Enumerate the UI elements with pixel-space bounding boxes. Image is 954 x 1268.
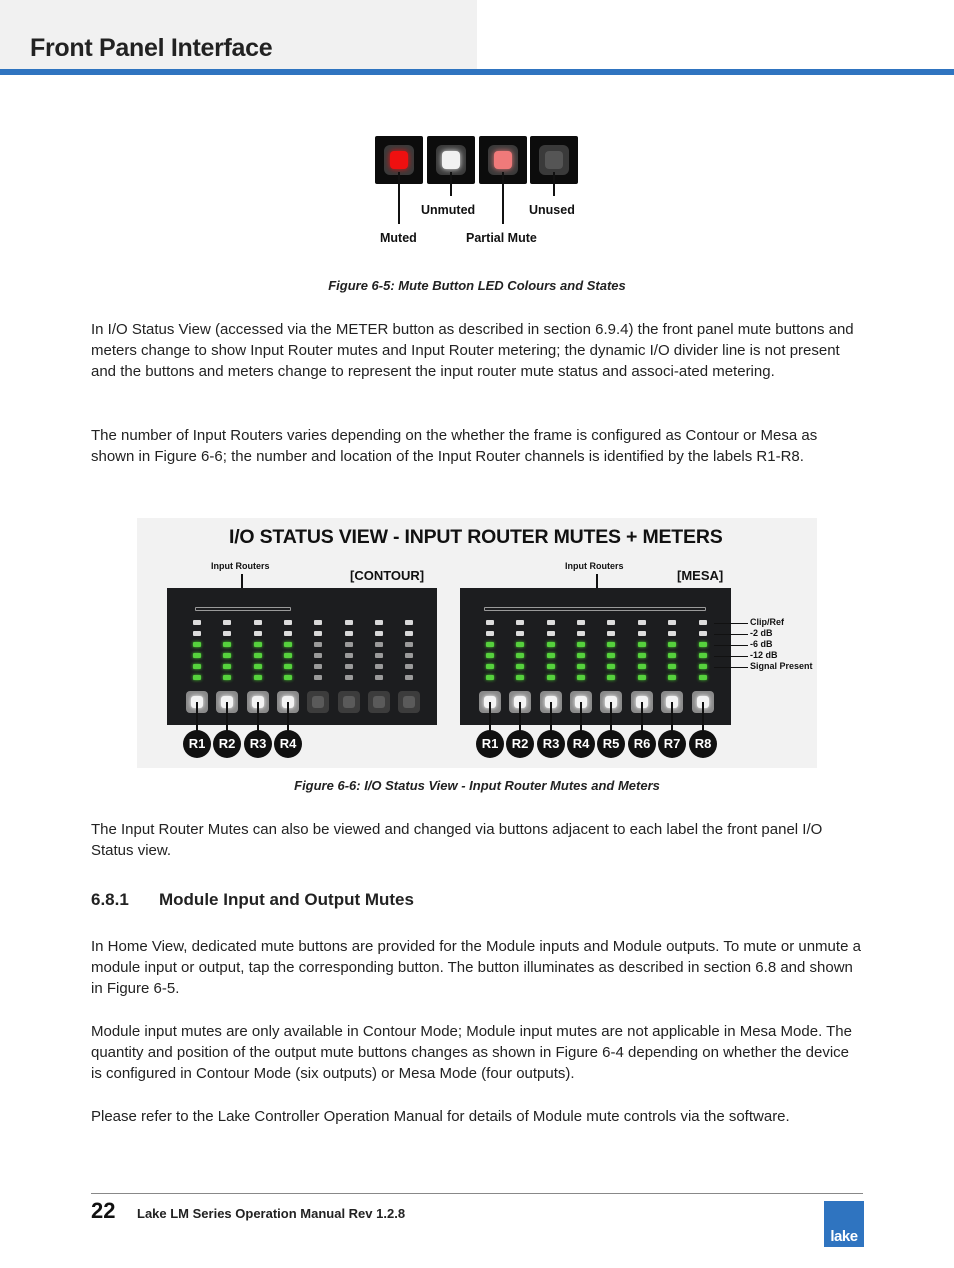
mesa-meter-5-segment <box>607 653 615 658</box>
contour-mute-button-7[interactable] <box>368 691 390 713</box>
mesa-meter-6-segment <box>638 620 646 625</box>
lake-logo-text: lake <box>830 1228 858 1245</box>
figure-io-status-view <box>137 518 817 768</box>
mesa-router-label-R8: R8 <box>689 730 717 758</box>
paragraph-lake-controller: Please refer to the Lake Controller Operation Manual for details of Module mute controls via the software. <box>91 1108 790 1125</box>
mesa-router-pointer-R1 <box>489 702 491 732</box>
contour-meter-8-segment <box>405 664 413 669</box>
mesa-meter-4-segment <box>577 675 585 680</box>
section-heading <box>91 890 414 910</box>
mesa-meter-5-segment <box>607 664 615 669</box>
mesa-meter-6-segment <box>638 675 646 680</box>
mesa-meter-3-segment <box>547 664 555 669</box>
contour-input-routers-label: Input Routers <box>211 561 270 571</box>
contour-meter-4-segment <box>284 620 292 625</box>
mesa-router-label-R5: R5 <box>597 730 625 758</box>
contour-mute-led-6 <box>343 696 355 708</box>
contour-meter-6-segment <box>345 653 353 658</box>
contour-meter-8-segment <box>405 642 413 647</box>
mesa-meter-4-segment <box>577 642 585 647</box>
contour-meter-1-segment <box>193 675 201 680</box>
contour-meter-7-segment <box>375 664 383 669</box>
mesa-meter-3-segment <box>547 642 555 647</box>
mesa-meter-7-segment <box>668 675 676 680</box>
contour-router-label-R4: R4 <box>274 730 302 758</box>
mesa-router-label-R1: R1 <box>476 730 504 758</box>
legend-leader-5 <box>714 667 748 668</box>
figure-6-5-caption: Figure 6-5: Mute Button LED Colours and States <box>328 278 626 293</box>
contour-front-panel <box>167 588 437 725</box>
paragraph-home-view: In Home View, dedicated mute buttons are provided for the Module inputs and Module outputs. To mute or unmute a module input or output, tap the corresponding button. The button illuminates as described in section 6.8 and shown in Figure 6-5. <box>91 938 861 997</box>
contour-meter-2-segment <box>223 642 231 647</box>
leader-partial <box>502 172 504 224</box>
contour-meter-2-segment <box>223 631 231 636</box>
contour-meter-5-segment <box>314 631 322 636</box>
leader-muted <box>398 172 400 224</box>
manual-title: Lake LM Series Operation Manual Rev 1.2.8 <box>137 1206 406 1221</box>
mesa-router-label-R2: R2 <box>506 730 534 758</box>
label-muted: Muted <box>380 231 417 245</box>
led-partial <box>494 151 512 169</box>
label-unmuted: Unmuted <box>421 203 476 217</box>
mesa-meter-6-segment <box>638 653 646 658</box>
mesa-router-pointer-R6 <box>641 702 643 732</box>
contour-mode-label: [CONTOUR] <box>350 568 425 583</box>
mesa-input-routers-label: Input Routers <box>565 561 624 571</box>
mesa-meter-2-segment <box>516 631 524 636</box>
mesa-router-pointer-R4 <box>580 702 582 732</box>
contour-router-label-R3: R3 <box>244 730 272 758</box>
led-unused <box>545 151 563 169</box>
leader-unused <box>553 172 555 196</box>
figure-mute-led-states <box>370 130 600 255</box>
contour-meter-5-segment <box>314 675 322 680</box>
contour-meter-2-segment <box>223 664 231 669</box>
mesa-router-pointer-R3 <box>550 702 552 732</box>
contour-meter-4-segment <box>284 653 292 658</box>
section-number: 6.8.1 <box>91 890 129 909</box>
mesa-meter-8-segment <box>699 620 707 625</box>
contour-meter-5-segment <box>314 653 322 658</box>
mesa-meter-7-segment <box>668 653 676 658</box>
mesa-router-label-R6: R6 <box>628 730 656 758</box>
page-title: Front Panel Interface <box>30 34 273 62</box>
contour-meter-8-segment <box>405 631 413 636</box>
paragraph-module-input-mutes: Module input mutes are only available in Contour Mode; Module input mutes are not applicable in Mesa Mode. The quantity and position of the output mute buttons changes as shown in Figure 6-4 depending on whether the device is configured in Contour Mode (six outputs) or Mesa Mode (four outputs). <box>91 1023 852 1082</box>
contour-router-pointer-R2 <box>226 702 228 732</box>
mesa-meter-8-segment <box>699 675 707 680</box>
contour-meter-1-segment <box>193 620 201 625</box>
legend-label-4: -12 dB <box>750 650 778 660</box>
contour-meter-1-segment <box>193 653 201 658</box>
label-partial-mute: Partial Mute <box>466 231 537 245</box>
contour-router-pointer-R4 <box>287 702 289 732</box>
contour-mute-button-6[interactable] <box>338 691 360 713</box>
contour-meter-4-segment <box>284 675 292 680</box>
mesa-meter-1-segment <box>486 631 494 636</box>
label-unused: Unused <box>529 203 575 217</box>
mesa-meter-6-segment <box>638 664 646 669</box>
mesa-meter-8-segment <box>699 631 707 636</box>
mesa-meter-1-segment <box>486 664 494 669</box>
footer-rule <box>91 1193 863 1194</box>
legend-leader-4 <box>714 656 748 657</box>
legend-label-3: -6 dB <box>750 639 773 649</box>
mesa-meter-5-segment <box>607 675 615 680</box>
contour-router-label-R2: R2 <box>213 730 241 758</box>
figure-6-6-caption: Figure 6-6: I/O Status View - Input Router Mutes and Meters <box>294 778 660 793</box>
paragraph-input-routers: The number of Input Routers varies depending on the whether the frame is configured as Contour or Mesa as shown in Figure 6-6; the number and location of the Input Router channels is identified by the labels R1-R8. <box>91 427 818 465</box>
section-title: Module Input and Output Mutes <box>159 890 414 909</box>
contour-meter-3-segment <box>254 664 262 669</box>
mesa-meter-1-segment <box>486 675 494 680</box>
mesa-meter-5-segment <box>607 631 615 636</box>
mesa-meter-3-segment <box>547 631 555 636</box>
mesa-meter-7-segment <box>668 620 676 625</box>
leader-unmuted <box>450 172 452 196</box>
mesa-meter-1-segment <box>486 642 494 647</box>
mesa-meter-2-segment <box>516 664 524 669</box>
mesa-meter-5-segment <box>607 620 615 625</box>
legend-label-1: Clip/Ref <box>750 617 785 627</box>
contour-meter-6-segment <box>345 664 353 669</box>
page-number: 22 <box>91 1198 116 1223</box>
contour-router-label-R1: R1 <box>183 730 211 758</box>
contour-meter-4-segment <box>284 664 292 669</box>
mesa-meter-6-segment <box>638 642 646 647</box>
mesa-meter-8-segment <box>699 642 707 647</box>
contour-router-pointer-R3 <box>257 702 259 732</box>
contour-meter-6-segment <box>345 620 353 625</box>
mesa-meter-3-segment <box>547 653 555 658</box>
contour-meter-6-segment <box>345 675 353 680</box>
contour-meter-3-segment <box>254 653 262 658</box>
contour-meter-7-segment <box>375 653 383 658</box>
mesa-router-label-R4: R4 <box>567 730 595 758</box>
contour-router-pointer-R1 <box>196 702 198 732</box>
contour-meter-7-segment <box>375 631 383 636</box>
mesa-router-pointer-R8 <box>702 702 704 732</box>
contour-meter-5-segment <box>314 664 322 669</box>
lake-logo <box>824 1201 864 1247</box>
mesa-meter-1-segment <box>486 653 494 658</box>
contour-meter-6-segment <box>345 631 353 636</box>
mesa-meter-4-segment <box>577 620 585 625</box>
mesa-front-panel <box>460 588 731 725</box>
mesa-meter-5-segment <box>607 642 615 647</box>
mesa-meter-8-segment <box>699 653 707 658</box>
contour-meter-7-segment <box>375 675 383 680</box>
mesa-router-label-R3: R3 <box>537 730 565 758</box>
mesa-router-bracket <box>484 607 706 611</box>
contour-meter-2-segment <box>223 620 231 625</box>
contour-meter-1-segment <box>193 664 201 669</box>
contour-mute-led-7 <box>373 696 385 708</box>
legend-leader-3 <box>714 645 748 646</box>
mesa-meter-6-segment <box>638 631 646 636</box>
led-muted <box>390 151 408 169</box>
contour-meter-1-segment <box>193 642 201 647</box>
mesa-router-pointer-R5 <box>610 702 612 732</box>
contour-meter-8-segment <box>405 675 413 680</box>
header-rule <box>0 69 954 75</box>
contour-meter-7-segment <box>375 620 383 625</box>
contour-meter-5-segment <box>314 620 322 625</box>
contour-meter-4-segment <box>284 642 292 647</box>
legend-leader-1 <box>714 623 748 624</box>
mesa-meter-2-segment <box>516 675 524 680</box>
mesa-meter-1-segment <box>486 620 494 625</box>
mesa-meter-4-segment <box>577 664 585 669</box>
contour-meter-3-segment <box>254 642 262 647</box>
mesa-router-pointer-R2 <box>519 702 521 732</box>
mesa-meter-7-segment <box>668 664 676 669</box>
mesa-meter-2-segment <box>516 620 524 625</box>
mesa-router-label-R7: R7 <box>658 730 686 758</box>
contour-mute-led-5 <box>312 696 324 708</box>
mesa-meter-3-segment <box>547 620 555 625</box>
mesa-meter-4-segment <box>577 631 585 636</box>
contour-meter-1-segment <box>193 631 201 636</box>
contour-router-bracket <box>195 607 291 611</box>
mesa-meter-7-segment <box>668 642 676 647</box>
contour-meter-8-segment <box>405 620 413 625</box>
mesa-meter-8-segment <box>699 664 707 669</box>
mesa-meter-4-segment <box>577 653 585 658</box>
contour-meter-3-segment <box>254 620 262 625</box>
paragraph-io-status-view: In I/O Status View (accessed via the METER button as described in section 6.9.4) the front panel mute buttons and meters change to show Input Router mutes and Input Router metering; the dynamic I/O divider line is not present and the buttons and meters change to represent the input router mute status and associ-ated metering. <box>91 321 854 380</box>
contour-meter-3-segment <box>254 631 262 636</box>
contour-meter-4-segment <box>284 631 292 636</box>
contour-meter-6-segment <box>345 642 353 647</box>
mesa-router-pointer-R7 <box>671 702 673 732</box>
contour-meter-2-segment <box>223 675 231 680</box>
figure-6-6-title: I/O STATUS VIEW - INPUT ROUTER MUTES + METERS <box>229 526 723 548</box>
mesa-meter-2-segment <box>516 642 524 647</box>
contour-meter-2-segment <box>223 653 231 658</box>
contour-mute-led-8 <box>403 696 415 708</box>
contour-meter-8-segment <box>405 653 413 658</box>
contour-meter-5-segment <box>314 642 322 647</box>
contour-mute-button-5[interactable] <box>307 691 329 713</box>
mesa-meter-3-segment <box>547 675 555 680</box>
mesa-mode-label: [MESA] <box>677 568 724 583</box>
legend-label-2: -2 dB <box>750 628 773 638</box>
contour-meter-7-segment <box>375 642 383 647</box>
legend-leader-2 <box>714 634 748 635</box>
mesa-meter-2-segment <box>516 653 524 658</box>
legend-label-5: Signal Present <box>750 661 813 671</box>
contour-meter-3-segment <box>254 675 262 680</box>
paragraph-router-mutes: The Input Router Mutes can also be viewed and changed via buttons adjacent to each label the front panel I/O Status view. <box>91 821 823 859</box>
mesa-meter-7-segment <box>668 631 676 636</box>
contour-mute-button-8[interactable] <box>398 691 420 713</box>
led-unmuted <box>442 151 460 169</box>
